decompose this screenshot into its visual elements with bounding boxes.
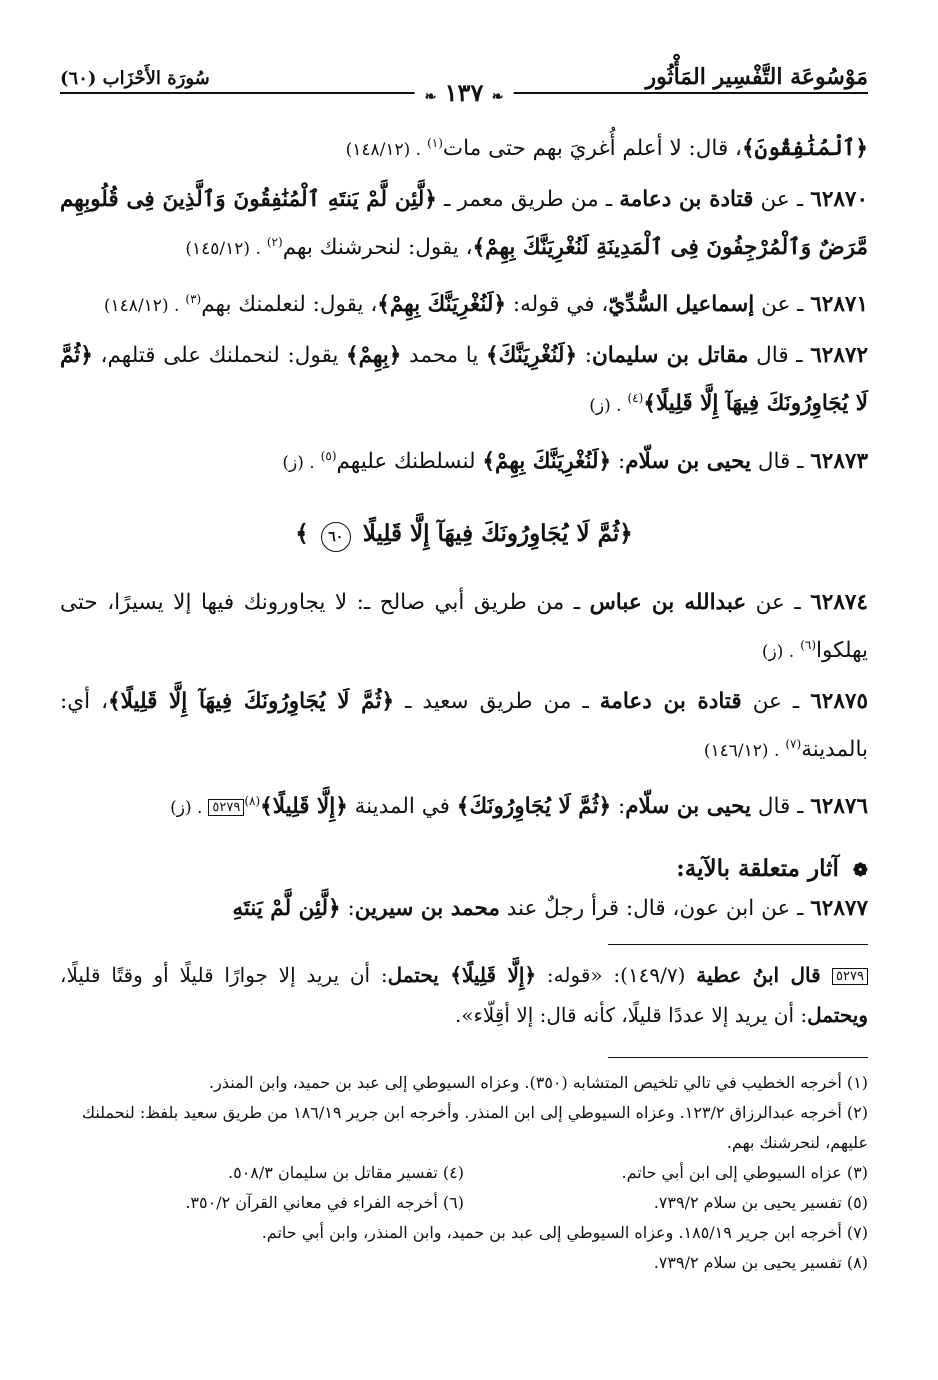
narration-number: ٦٢٨٧٥ [810, 688, 868, 714]
footnote-row [60, 1158, 868, 1188]
footnote-marker: (٧) [785, 736, 802, 751]
narration-number: ٦٢٨٧٤ [810, 589, 868, 615]
narration-text: ، يقول: لنحرشنك بهم [282, 235, 473, 261]
commentary-note [60, 955, 868, 1035]
quran-quote: ﴿لَنُغْرِيَنَّكَ بِهِمْ﴾ [482, 448, 612, 474]
footnote-5: (٥) تفسير يحيى بن سلام ٧٣٩/٢. [653, 1193, 868, 1213]
narrator-name: يحيى بن سلّام [625, 794, 751, 820]
verse-number-marker: ٦٠ [321, 522, 351, 552]
footnote-2: (٢) أخرجه عبدالرزاق ١٢٣/٢. وعزاه السيوطي إلى ابن المنذر. وأخرجه ابن جرير ١٨٦/١٩ من طريق سعيد بلفظ: لنحملنك عليهم، لنحرشنك بهم. [81, 1103, 868, 1153]
footnote-3: (٣) عزاه السيوطي إلى ابن أبي حاتم. [621, 1163, 868, 1183]
cross-reference: . (١٤٦/١٢) [703, 741, 780, 762]
page [60, 58, 868, 1338]
narration-text: لنسلطنك عليهم [336, 448, 483, 474]
narration-number: ٦٢٨٧٧ [810, 896, 868, 922]
narrations-group-1 [60, 122, 868, 484]
narration-text: يا محمد [401, 343, 486, 369]
narration-text: ـ قال [748, 343, 811, 369]
footnote-8: (٨) تفسير يحيى بن سلام ٧٣٩/٢. [653, 1253, 868, 1273]
narration-text: ، في قوله: [506, 292, 609, 318]
page-number: ١٣٧ [444, 78, 484, 107]
cross-reference: . (١٤٨/١٢) [345, 140, 422, 161]
footnotes-separator [608, 1057, 868, 1058]
narration-text: ـ من طريق معمر ـ [436, 187, 620, 213]
narration-text: في المدينة [347, 794, 457, 820]
narration-paragraph [60, 681, 868, 772]
commentary-ref-box: ٥٢٧٩ [832, 968, 868, 985]
cross-reference: . (ز) [761, 641, 795, 662]
narration-paragraph [60, 435, 868, 484]
cross-reference: . (ز) [170, 798, 203, 819]
narration-text: ـ عن ابن عون، قال: قرأ رجلٌ عند [499, 896, 811, 922]
narration-paragraph [60, 335, 868, 426]
cross-reference: . (١٤٨/١٢) [103, 296, 180, 317]
narration-text: : [340, 896, 355, 922]
cross-reference: . (١٤٥/١٢) [185, 239, 261, 260]
narration-number: ٦٢٨٧١ [810, 292, 868, 318]
narration-text: ـ قال [750, 448, 811, 474]
footnote-marker: (١) [427, 136, 443, 150]
narration-paragraph [60, 122, 868, 171]
quran-quote: ﴿بِهِمْ﴾ [345, 343, 402, 369]
narration-paragraph [60, 179, 868, 270]
narration-text: ـ من طريق سعيد ـ [394, 688, 600, 714]
narrator-name: قتادة بن دعامة [599, 688, 742, 714]
narrations-group-3 [60, 888, 868, 930]
footnote-6: (٦) أخرجه الفراء في معاني القرآن ٣٥٠/٢. [185, 1193, 464, 1213]
narrator-name: ابنُ عطية [696, 963, 780, 988]
cross-reference: . (ز) [282, 452, 315, 473]
quran-quote: ﴿إِلَّا قَلِيلًا﴾ [450, 963, 537, 988]
narrations-group-2 [60, 582, 868, 829]
narrator-name: إسماعيل السُّدِّيّ [608, 292, 755, 318]
footnote-marker: (٢) [266, 235, 283, 250]
narration-text: : أن يريد إلا عددًا قليلًا، كأنه قال: إلا أقِلّاء». [454, 1003, 808, 1028]
narration-paragraph [60, 582, 868, 673]
narrator-name: مقاتل بن سليمان [591, 343, 749, 369]
narration-text: ، يقول: لنعلمنك بهم [201, 292, 378, 318]
footnote-4: (٤) تفسير مقاتل بن سليمان ٥٠٨/٣. [228, 1163, 464, 1183]
commentary-separator [608, 944, 868, 945]
quran-quote: ﴿لَنُغْرِيَنَّكَ بِهِمْ﴾ [377, 292, 507, 318]
narrator-name: محمد بن سيرين [354, 896, 500, 922]
footnote-marker: (٣) [185, 292, 202, 307]
footnotes [60, 1068, 868, 1278]
page-number-wrap [415, 78, 514, 107]
narration-text: ـ عن [754, 292, 811, 318]
commentary-ref-box: ٥٢٧٩ [208, 799, 244, 816]
verse-text: ﴿ثُمَّ لَا يُجَاوِرُونَكَ فِيهَآ إِلَّا قَلِيلًا [362, 519, 633, 547]
narration-text: (١٤٩/٧): «قوله: [536, 963, 697, 988]
page-body [60, 122, 868, 1278]
narration-text: ـ عن [741, 688, 811, 714]
footnote-marker: (٤) [627, 391, 644, 406]
narrator-name: ويحتمل [807, 1003, 868, 1028]
page-header [60, 58, 868, 107]
narration-text: ـ عن [746, 589, 811, 615]
narration-number: ٦٢٨٧٢ [810, 343, 868, 369]
section-title-text: آثار متعلقة بالآية: [676, 855, 839, 883]
footnote-marker: (٦) [800, 637, 817, 652]
narration-text: ، قال: لا أعلم أُغريَ بهم حتى مات [442, 136, 743, 162]
verse-close: ﴾ [295, 519, 309, 547]
narration-number: ٦٢٨٧٠ [810, 187, 869, 213]
surah-title: سُورَة الأَحْزَاب (٦٠) [60, 68, 210, 89]
narration-text: ـ من طريق أبي صالح ـ: لا يجاورونك فيها إلا يسيرًا، حتى يهلكوا [60, 589, 868, 663]
narration-text: ـ قال [750, 794, 811, 820]
quran-quote: ﴿لَّئِن لَّمْ يَنتَهِ ٱلْمُنَٰفِقُونَ وَٱلَّذِينَ فِى قُلُوبِهِم مَّرَضٌ وَٱلْمُرْجِفُونَ فِى ٱلْمَدِينَةِ لَنُغْرِيَنَّكَ بِهِمْ﴾ [60, 187, 868, 261]
quran-quote: ﴿ثُمَّ لَا يُجَاوِرُونَكَ فِيهَآ إِلَّا قَلِيلًا﴾ [60, 343, 868, 417]
narration-text: : [611, 794, 626, 820]
narration-number: ٦٢٨٧٦ [810, 794, 868, 820]
quran-quote: ﴿لَنُغْرِيَنَّكَ﴾ [486, 343, 578, 369]
quran-quote: ﴿لَّئِن لَّمْ يَنتَهِ [232, 896, 341, 922]
narrator-name: يحتمل [387, 963, 451, 988]
narrator-name: قتادة بن دعامة [619, 187, 754, 213]
narration-number: ٦٢٨٧٣ [810, 448, 868, 474]
narration-paragraph [60, 278, 868, 327]
footnote-marker: (٨) [244, 794, 261, 809]
section-title [60, 855, 868, 882]
narrator-name: عبدالله بن عباس [589, 589, 747, 615]
flower-icon: ❁ [852, 860, 868, 882]
book-title: مَوْسُوعَة التَّفْسِير المَأْثُور [645, 64, 868, 90]
narrator-name: قال [779, 963, 833, 988]
quran-quote: ﴿ثُمَّ لَا يُجَاوِرُونَكَ﴾ [456, 794, 612, 820]
quran-quote: ﴿إِلَّا قَلِيلًا﴾ [260, 794, 348, 820]
footnote-marker: (٥) [320, 448, 337, 463]
ornament-icon: ❧ [424, 89, 437, 105]
narration-text: ـ عن [753, 187, 811, 213]
footnote-1: (١) أخرجه الخطيب في تالي تلخيص المتشابه (٣٥٠). وعزاه السيوطي إلى عبد بن حميد، وابن المنذر. [209, 1073, 868, 1093]
footnote-7: (٧) أخرجه ابن جرير ١٨٥/١٩. وعزاه السيوطي إلى عبد بن حميد، وابن المنذر، وابن أبي حاتم. [261, 1223, 868, 1243]
narration-text: : أن يريد إلا جوارًا قليلًا أو وقتًا قليلًا، [60, 963, 388, 988]
quran-quote: ﴿ٱلْمُنَٰفِقُونَ﴾ [742, 136, 868, 162]
footnote-row [60, 1188, 868, 1218]
narration-paragraph [60, 780, 868, 829]
narration-text: : [577, 343, 592, 369]
narration-text: يقول: لنحملنك على قتلهم، [92, 343, 346, 369]
narration-paragraph [60, 888, 868, 930]
cross-reference: . (ز) [589, 395, 622, 416]
narration-text: ، أي: بالمدينة [60, 688, 868, 763]
quran-quote: ﴿ثُمَّ لَا يُجَاوِرُونَكَ فِيهَآ إِلَّا قَلِيلًا﴾ [108, 688, 395, 714]
ornament-icon: ❧ [491, 89, 504, 105]
verse-heading [60, 520, 868, 552]
narration-text: : [611, 448, 626, 474]
narrator-name: يحيى بن سلّام [625, 448, 751, 474]
